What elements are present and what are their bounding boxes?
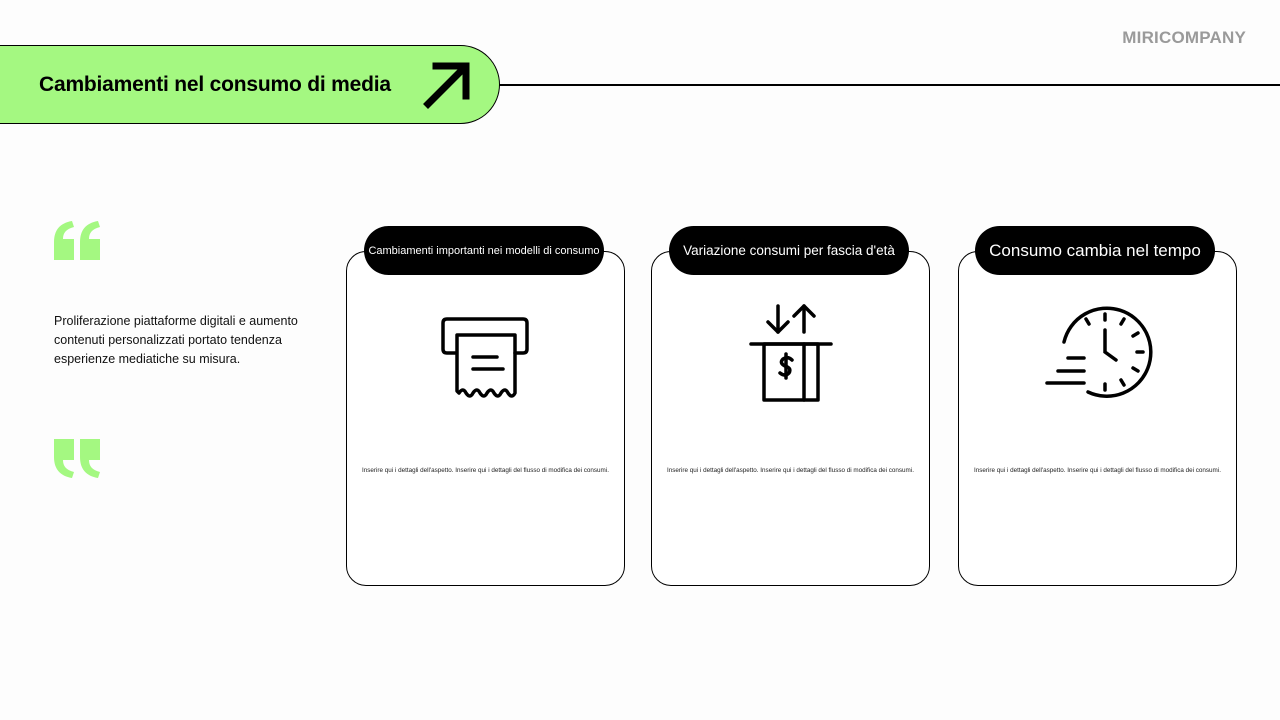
money-transfer-icon: [748, 302, 834, 406]
header-divider: [496, 84, 1280, 86]
card-title-tab: Cambiamenti importanti nei modelli di consumo: [364, 226, 604, 275]
card-consumption-patterns: [346, 251, 625, 586]
card-title-tab: Consumo cambia nel tempo: [975, 226, 1215, 275]
quote-close-icon: [52, 437, 104, 479]
quote-open-icon: [52, 220, 104, 262]
brand-logo-text: MIRICOMPANY: [1122, 28, 1246, 47]
card-description: Inserire qui i dettagli dell'aspetto. Inserire qui i dettagli del flusso di modifica dei consumi.: [362, 467, 609, 474]
card-description: Inserire qui i dettagli dell'aspetto. Inserire qui i dettagli del flusso di modifica dei consumi.: [667, 467, 914, 474]
card-description: Inserire qui i dettagli dell'aspetto. Inserire qui i dettagli del flusso di modifica dei consumi.: [974, 467, 1221, 474]
quote-text: Proliferazione piattaforme digitali e aumento contenuti personalizzati portato tendenza esperienze mediatiche su misura.: [54, 314, 298, 366]
fast-clock-icon: [1044, 302, 1154, 400]
arrow-up-right-icon: [422, 58, 474, 110]
card-title-tab: Variazione consumi per fascia d'età: [669, 226, 909, 275]
receipt-icon: [439, 313, 533, 403]
page-title: Cambiamenti nel consumo di media: [39, 73, 391, 96]
